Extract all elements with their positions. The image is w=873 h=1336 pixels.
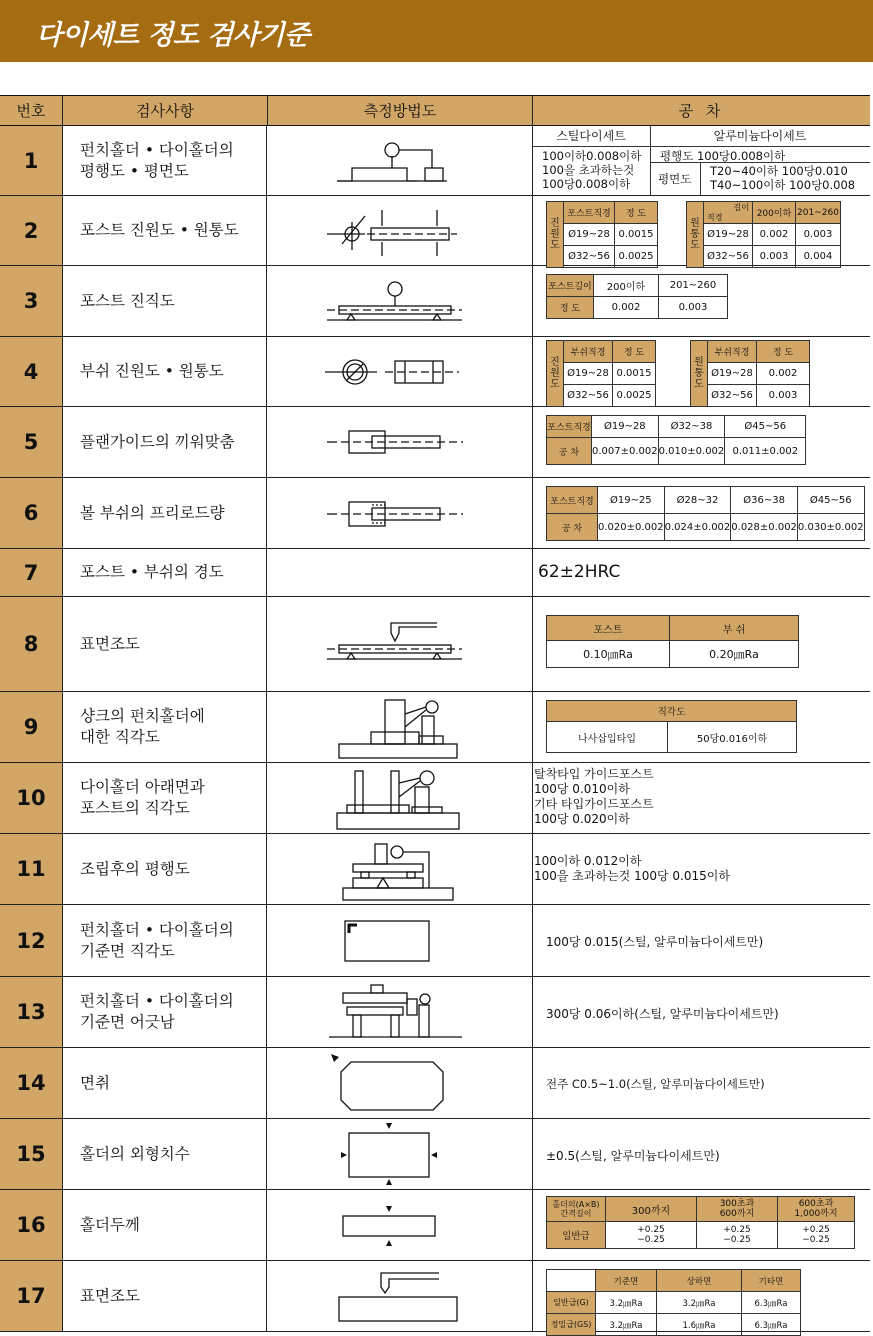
method-figure bbox=[267, 478, 533, 548]
method-figure bbox=[267, 1048, 533, 1118]
method-diagram bbox=[267, 597, 532, 692]
tolerance-cell: 300당 0.06이하(스틸, 알루미늄다이세트만) bbox=[546, 1007, 779, 1021]
row-number: 3 bbox=[0, 266, 63, 336]
row-item: 샹크의 펀치홀더에 대한 직각도 bbox=[62, 692, 267, 762]
header-item: 검사사항 bbox=[62, 95, 267, 126]
tolerance-cell: 100이하 0.012이하 100을 초과하는것 100당 0.015이하 bbox=[534, 854, 730, 883]
row-item: 펀치홀더 • 다이홀더의 기준면 어긋남 bbox=[62, 977, 267, 1047]
method-diagram bbox=[267, 1048, 532, 1119]
row-item: 부쉬 진원도 • 원통도 bbox=[62, 337, 267, 406]
table-row bbox=[0, 597, 870, 692]
row-item: 볼 부쉬의 프리로드량 bbox=[62, 478, 267, 548]
method-figure bbox=[267, 407, 533, 477]
row-number: 15 bbox=[0, 1119, 63, 1189]
method-diagram bbox=[267, 1261, 532, 1332]
row-item: 플랜가이드의 끼워맞춤 bbox=[62, 407, 267, 477]
method-diagram bbox=[267, 196, 532, 266]
method-diagram bbox=[267, 1119, 532, 1190]
method-figure bbox=[267, 1190, 533, 1260]
tolerance-cell: 탈착타입 가이드포스트 100당 0.010이하 기타 타입가이드포스트 100당 0.020이하 bbox=[534, 767, 654, 826]
row-number: 13 bbox=[0, 977, 63, 1047]
squareness-table: 직각도 나사삽입타입 50당0.016이하 bbox=[546, 700, 797, 753]
row-number: 5 bbox=[0, 407, 63, 477]
method-diagram bbox=[267, 126, 532, 196]
row-number: 12 bbox=[0, 905, 63, 976]
method-figure bbox=[267, 834, 533, 904]
method-figure bbox=[267, 1261, 533, 1331]
table-row bbox=[0, 834, 870, 905]
thickness-table: 홀더의(A×B) 간격길이 300까지 300초과 600까지 600초과 1,000까지 일반급 +0.25 −0.25 +0.25 −0.25 +0.25 −0.25 bbox=[546, 1196, 855, 1249]
tolerance-cell: ±0.5(스틸, 알루미늄다이세트만) bbox=[546, 1149, 720, 1163]
table-row bbox=[0, 407, 870, 478]
row-number: 16 bbox=[0, 1190, 63, 1260]
row-item: 포스트 진직도 bbox=[62, 266, 267, 336]
row-item: 표면조도 bbox=[62, 1261, 267, 1331]
method-figure bbox=[267, 126, 533, 195]
row-number: 7 bbox=[0, 549, 63, 596]
tolerance-cell bbox=[532, 337, 870, 406]
row-number: 17 bbox=[0, 1261, 63, 1331]
tolerance-cell bbox=[532, 407, 870, 477]
roundness-table: 진 원 도 포스트직경 정 도 Ø19~28 0.0015 Ø32~56 0.0025 bbox=[546, 201, 658, 268]
title-banner bbox=[0, 0, 873, 62]
method-figure bbox=[267, 549, 533, 596]
tolerance-cell bbox=[532, 1190, 870, 1260]
row-number: 14 bbox=[0, 1048, 63, 1118]
row-number: 8 bbox=[0, 597, 63, 691]
method-figure bbox=[267, 266, 533, 336]
row-item: 포스트 진원도 • 원통도 bbox=[62, 196, 267, 265]
hardness-value: 62±2HRC bbox=[538, 562, 621, 582]
table-row bbox=[0, 478, 870, 549]
row-item: 조립후의 평행도 bbox=[62, 834, 267, 904]
method-figure bbox=[267, 597, 533, 691]
tolerance-cell bbox=[532, 266, 870, 336]
table-row bbox=[0, 1119, 870, 1190]
row-number: 2 bbox=[0, 196, 63, 265]
row-number: 11 bbox=[0, 834, 63, 904]
row-item: 다이홀더 아래면과 포스트의 직각도 bbox=[62, 763, 267, 833]
row-item: 표면조도 bbox=[62, 597, 267, 691]
tolerance-cell: 스틸다이세트 알루미늄다이세트 100이하0.008이하 100을 초과하는것 100당0.008이하 평행도 100당0.008이하 평면도 T20~40이하 100당0.010 T40~100이하 100당0.008 bbox=[532, 126, 870, 195]
method-diagram bbox=[267, 1190, 532, 1261]
table-row bbox=[0, 905, 870, 977]
row-item: 홀더두께 bbox=[62, 1190, 267, 1260]
tolerance-cell: 전주 C0.5~1.0(스틸, 알루미늄다이세트만) bbox=[546, 1077, 765, 1091]
method-diagram bbox=[267, 692, 532, 763]
header-no: 번호 bbox=[0, 95, 62, 126]
tolerance-cell: 100당 0.015(스틸, 알루미늄다이세트만) bbox=[546, 935, 764, 949]
page-title: 다이세트 정도 검사기준 bbox=[36, 20, 310, 51]
method-figure bbox=[267, 692, 533, 762]
bush-roundness-table: 진 원 도 부쉬직경 정 도 Ø19~28 0.0015 Ø32~56 0.0025 bbox=[546, 340, 656, 407]
tolerance-cell bbox=[532, 478, 870, 548]
method-figure bbox=[267, 1119, 533, 1189]
method-diagram bbox=[267, 834, 532, 905]
tolerance-cell bbox=[532, 1261, 870, 1331]
table-row bbox=[0, 977, 870, 1048]
table-row bbox=[0, 196, 870, 266]
table-row bbox=[0, 549, 870, 597]
method-figure bbox=[267, 196, 533, 265]
bush-cylindricity-table: 원 통 도 부쉬직경 정 도 Ø19~28 0.002 Ø32~56 0.003 bbox=[690, 340, 810, 407]
tolerance-cell bbox=[532, 196, 870, 265]
table-row bbox=[0, 1190, 870, 1261]
header-tolerance: 공 차 bbox=[532, 95, 870, 126]
method-figure bbox=[267, 905, 533, 976]
ball-bush-table: 포스트직경 Ø19~25 Ø28~32 Ø36~38 Ø45~56 공 차 0.020±0.002 0.024±0.002 0.028±0.002 0.030±0.002 bbox=[546, 486, 865, 541]
row-number: 4 bbox=[0, 337, 63, 406]
table-row bbox=[0, 337, 870, 407]
row-item: 면취 bbox=[62, 1048, 267, 1118]
straightness-table: 포스트길이 200이하 201~260 정 도 0.002 0.003 bbox=[546, 274, 728, 319]
method-diagram bbox=[267, 977, 532, 1048]
row-number: 10 bbox=[0, 763, 63, 833]
table-row bbox=[0, 126, 870, 196]
tolerance-cell bbox=[532, 692, 870, 762]
header-method: 측정방법도 bbox=[267, 95, 532, 126]
tolerance-cell bbox=[532, 597, 870, 691]
method-diagram bbox=[267, 763, 532, 834]
tolerance-cell bbox=[532, 549, 870, 596]
roughness-table: 포스트 부 쉬 0.10㎛Ra 0.20㎛Ra bbox=[546, 615, 799, 668]
method-diagram bbox=[267, 266, 532, 337]
method-diagram bbox=[267, 478, 532, 549]
row-item: 포스트 • 부쉬의 경도 bbox=[62, 549, 267, 596]
cylindricity-table: 원 통 도 길이 직경 200이하 201~260 Ø19~28 0.002 0.003 Ø32~56 0.003 0.004 bbox=[686, 201, 841, 268]
table-row bbox=[0, 1048, 870, 1119]
plain-guide-table: 포스트직경 Ø19~28 Ø32~38 Ø45~56 공 차 0.007±0.002 0.010±0.002 0.011±0.002 bbox=[546, 415, 806, 465]
method-figure bbox=[267, 337, 533, 406]
row-item: 펀치홀더 • 다이홀더의 기준면 직각도 bbox=[62, 905, 267, 976]
table-row bbox=[0, 692, 870, 763]
table-row bbox=[0, 763, 870, 834]
table-row bbox=[0, 266, 870, 337]
row-number: 1 bbox=[0, 126, 63, 195]
method-diagram bbox=[267, 337, 532, 407]
method-figure bbox=[267, 977, 533, 1047]
row-item: 홀더의 외형치수 bbox=[62, 1119, 267, 1189]
inspection-table bbox=[0, 95, 870, 1335]
method-figure bbox=[267, 763, 533, 833]
holder-roughness-table: 기준면 상하면 기타면 일반급(G) 3.2㎛Ra 3.2㎛Ra 6.3㎛Ra 정밀급(GS) 3.2㎛Ra 1.6㎛Ra 6.3㎛Ra bbox=[546, 1269, 801, 1336]
method-diagram bbox=[267, 407, 532, 478]
row-number: 6 bbox=[0, 478, 63, 548]
method-diagram bbox=[267, 905, 532, 977]
table-row bbox=[0, 1261, 870, 1332]
row-item: 펀치홀더 • 다이홀더의 평행도 • 평면도 bbox=[62, 126, 267, 195]
row-number: 9 bbox=[0, 692, 63, 762]
